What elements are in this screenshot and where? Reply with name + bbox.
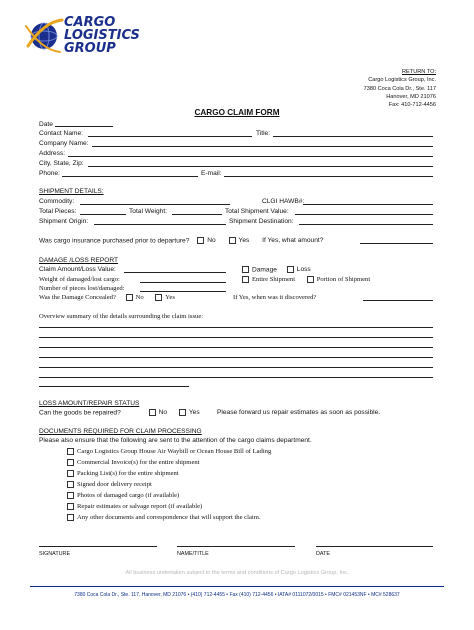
weight-damaged-field[interactable] xyxy=(140,282,226,283)
contact-name-label: Contact Name: xyxy=(39,130,83,137)
entire-shipment-label: Entire Shipment xyxy=(252,276,296,284)
overview-line-1[interactable] xyxy=(39,327,433,328)
insurance-yes-label: Yes xyxy=(238,237,250,245)
date-field[interactable] xyxy=(55,126,113,127)
email-field[interactable] xyxy=(224,176,433,177)
total-pieces-label: Total Pieces: xyxy=(39,208,77,215)
total-weight-field[interactable] xyxy=(172,214,222,215)
damage-checkbox[interactable] xyxy=(242,266,249,273)
loss-checkbox[interactable] xyxy=(287,266,294,273)
portion-shipment-label: Portion of Shipment xyxy=(316,276,371,284)
insurance-yes-checkbox[interactable] xyxy=(229,237,236,244)
company-name-label: Company Name: xyxy=(39,140,89,147)
concealed-no-checkbox[interactable] xyxy=(126,294,133,301)
name-title-label: NAME/TITLE xyxy=(177,551,209,557)
overview-line-5[interactable] xyxy=(39,367,433,368)
pieces-lost-field[interactable] xyxy=(140,291,226,292)
insurance-question: Was cargo insurance purchased prior to departure? xyxy=(39,237,190,245)
signature-label: SIGNATURE xyxy=(39,551,71,557)
company-logo xyxy=(24,10,140,62)
document-item-label: Cargo Logistics Group House Air Waybill or Ocean House Bill of Lading xyxy=(77,448,272,456)
origin-label: Shipment Origin: xyxy=(39,218,89,225)
concealed-yes-label: Yes xyxy=(165,294,175,302)
insurance-amount-label: If Yes, what amount? xyxy=(262,237,324,245)
document-item-label: Commercial Invoice(s) for the entire shipment xyxy=(77,459,200,467)
document-checkbox[interactable] xyxy=(67,470,74,477)
name-title-field[interactable] xyxy=(177,546,295,547)
document-item-label: Any other documents and correspondence that will support the claim. xyxy=(77,514,261,522)
return-city: Hanover, MD 21076 xyxy=(386,93,436,100)
total-value-field[interactable] xyxy=(295,214,433,215)
repair-no-label: No xyxy=(158,409,168,417)
overview-line-2[interactable] xyxy=(39,337,433,338)
insurance-no-label: No xyxy=(207,237,216,245)
total-pieces-field[interactable] xyxy=(80,214,126,215)
document-checkbox[interactable] xyxy=(67,481,74,488)
document-item-label: Signed door delivery receipt xyxy=(77,481,152,489)
title-field[interactable] xyxy=(273,136,433,137)
form-title: CARGO CLAIM FORM xyxy=(194,108,280,117)
concealed-no-label: No xyxy=(135,294,144,302)
documents-intro: Please also ensure that the following are sent to the attention of the cargo claims department. xyxy=(39,437,312,444)
overview-line-4[interactable] xyxy=(39,357,433,358)
disclaimer-text: All business undertaken subject to the terms and conditions of Cargo Logistics Group, Inc. xyxy=(125,570,349,576)
phone-label: Phone: xyxy=(39,170,60,177)
concealed-yes-checkbox[interactable] xyxy=(155,294,162,301)
overview-line-6[interactable] xyxy=(39,377,433,378)
discovered-label: If Yes, when was it discovered? xyxy=(233,294,317,301)
repair-heading: LOSS AMOUNT/REPAIR STATUS xyxy=(39,400,140,407)
pieces-lost-label: Number of pieces lost/damaged: xyxy=(39,285,125,292)
document-item-label: Photos of damaged cargo (if available) xyxy=(77,492,180,500)
total-value-label: Total Shipment Value: xyxy=(225,208,289,215)
shipment-heading: SHIPMENT DETAILS: xyxy=(39,188,104,195)
address-field[interactable] xyxy=(68,156,433,157)
date-label: Date xyxy=(39,121,53,128)
entire-shipment-checkbox[interactable] xyxy=(242,276,249,283)
company-name-field[interactable] xyxy=(92,146,433,147)
repair-question: Can the goods be repaired? xyxy=(39,409,121,417)
return-fax: Fax: 410-712-4456 xyxy=(388,102,436,109)
repair-no-checkbox[interactable] xyxy=(149,409,156,416)
documents-heading: DOCUMENTS REQUIRED FOR CLAIM PROCESSING xyxy=(39,428,202,435)
insurance-amount-field[interactable] xyxy=(360,243,433,244)
address-label: Address: xyxy=(39,150,66,157)
phone-field[interactable] xyxy=(62,176,198,177)
document-item xyxy=(67,459,200,466)
claim-amount-label: Claim Amount/Loss Value: xyxy=(39,266,116,273)
origin-field[interactable] xyxy=(94,224,226,225)
document-checkbox[interactable] xyxy=(67,492,74,499)
document-checkbox[interactable] xyxy=(67,503,74,510)
logo-text-group: GROUP xyxy=(64,41,116,56)
weight-damaged-label: Weight of damaged/lost cargo: xyxy=(39,276,120,283)
insurance-no-checkbox[interactable] xyxy=(197,237,204,244)
signature-field[interactable] xyxy=(39,546,157,547)
overview-label: Overview summary of the details surrounding the claim issue: xyxy=(39,313,204,320)
city-state-zip-field[interactable] xyxy=(88,166,433,167)
concealed-question: Was the Damage Concealed? xyxy=(39,294,116,302)
document-item xyxy=(67,470,179,477)
document-item xyxy=(67,481,152,488)
total-weight-label: Total Weight: xyxy=(129,208,167,215)
document-item xyxy=(67,514,260,521)
date-signed-field[interactable] xyxy=(316,546,433,547)
claim-amount-field[interactable] xyxy=(124,272,226,273)
destination-label: Shipment Destination: xyxy=(229,218,294,225)
repair-yes-label: Yes xyxy=(188,409,200,417)
contact-name-field[interactable] xyxy=(88,136,252,137)
email-label: E-mail: xyxy=(201,170,222,177)
repair-forward-note: Please forward us repair estimates as soon as possible. xyxy=(217,409,381,416)
city-state-zip-label: City, State, Zip: xyxy=(39,160,84,167)
logo-text-logistics: LOGISTICS xyxy=(64,28,140,43)
document-item xyxy=(67,492,179,499)
return-street: 7380 Coca Cola Dr., Ste. 117 xyxy=(363,85,436,92)
document-item-label: Packing List(s) for the entire shipment xyxy=(77,470,179,478)
footer-divider xyxy=(30,586,444,587)
return-to-block xyxy=(364,68,436,109)
document-checkbox[interactable] xyxy=(67,459,74,466)
title-label: Title: xyxy=(256,130,271,137)
document-item-label: Repair estimates or salvage report (if available) xyxy=(77,503,203,511)
commodity-label: Commodity: xyxy=(39,198,75,205)
hawb-field[interactable] xyxy=(303,204,433,205)
damage-option-label: Damage xyxy=(252,266,277,274)
overview-line-3[interactable] xyxy=(39,347,433,348)
footer-contact: 7380 Coca Cola Dr., Ste. 117, Hanover, MD 21076 • (410) 712-4455 • Fax (410) 712-4456 • IATA# 0111072/0015 • FMC# 021453NF • MC# 528637 xyxy=(74,592,400,598)
discovered-field[interactable] xyxy=(363,300,433,301)
hawb-label: CLGI HAWB#: xyxy=(262,198,305,205)
portion-shipment-checkbox[interactable] xyxy=(307,276,314,283)
commodity-field[interactable] xyxy=(80,204,230,205)
document-item xyxy=(67,448,271,455)
damage-heading: DAMAGE /LOSS REPORT xyxy=(39,257,119,264)
document-checkbox[interactable] xyxy=(67,448,74,455)
loss-option-label: Loss xyxy=(296,266,311,274)
repair-yes-checkbox[interactable] xyxy=(179,409,186,416)
document-checkbox[interactable] xyxy=(67,514,74,521)
return-company: Cargo Logistics Group, Inc. xyxy=(368,77,436,84)
logo-text-cargo: CARGO xyxy=(64,15,116,30)
logo-globe-icon xyxy=(24,16,64,56)
return-to-heading: RETURN TO: xyxy=(402,69,436,75)
overview-line-7[interactable] xyxy=(39,386,189,387)
date-signed-label: DATE xyxy=(316,551,330,557)
document-item xyxy=(67,503,202,510)
destination-field[interactable] xyxy=(299,224,433,225)
